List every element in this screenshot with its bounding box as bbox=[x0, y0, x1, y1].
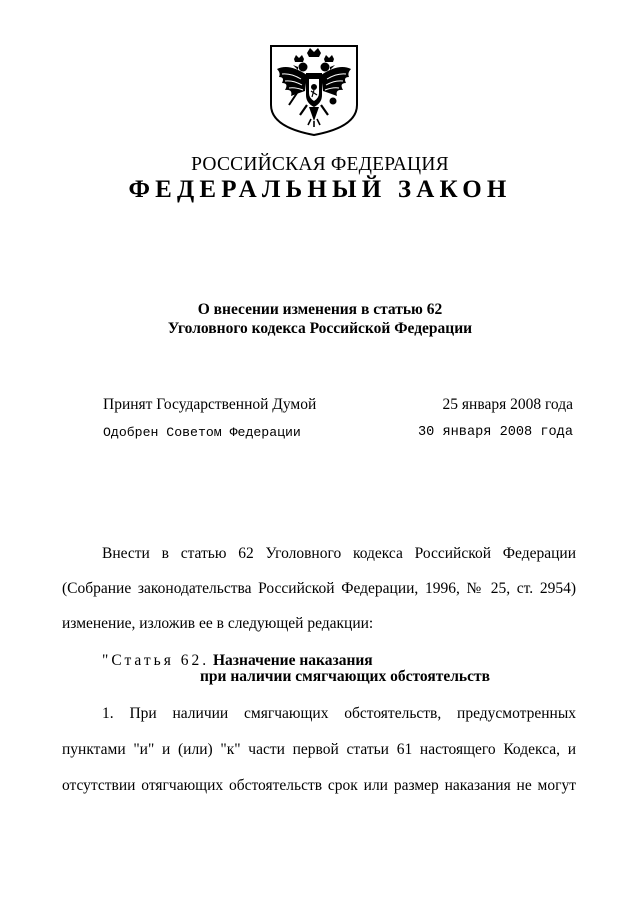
coat-of-arms-russia-icon bbox=[267, 43, 361, 137]
paragraph-1-line-2: пунктами "и" и (или) "к" части первой статьи 61 настоящего Кодекса, и bbox=[62, 741, 576, 758]
approval-label-council: Одобрен Советом Федерации bbox=[103, 425, 301, 440]
article-title-line-2: при наличии смягчающих обстоятельств bbox=[200, 668, 490, 685]
paragraph-1-line-1: 1. При наличии смягчающих обстоятельств, предусмотренных bbox=[102, 705, 576, 722]
document-type: ФЕДЕРАЛЬНЫЙ ЗАКОН bbox=[128, 176, 512, 203]
intro-line-1: Внести в статью 62 Уголовного кодекса Российской Федерации bbox=[102, 545, 576, 562]
article-title-line-1: Назначение наказания bbox=[213, 652, 373, 669]
article-number: "Статья 62. bbox=[102, 652, 210, 669]
adoption-label-duma: Принят Государственной Думой bbox=[103, 396, 317, 413]
approval-date-council: 30 января 2008 года bbox=[418, 425, 573, 440]
law-subject-line-2: Уголовного кодекса Российской Федерации bbox=[167, 320, 473, 337]
intro-line-3: изменение, изложив ее в следующей редакции: bbox=[62, 615, 374, 632]
adoption-date-duma: 25 января 2008 года bbox=[442, 396, 573, 413]
intro-line-2: (Собрание законодательства Российской Федерации, 1996, № 25, ст. 2954) bbox=[62, 580, 576, 597]
paragraph-1-line-3: отсутствии отягчающих обстоятельств срок или размер наказания не могут bbox=[62, 777, 576, 794]
law-subject-line-1: О внесении изменения в статью 62 bbox=[197, 301, 443, 318]
country-name: РОССИЙСКАЯ ФЕДЕРАЦИЯ bbox=[191, 154, 449, 175]
